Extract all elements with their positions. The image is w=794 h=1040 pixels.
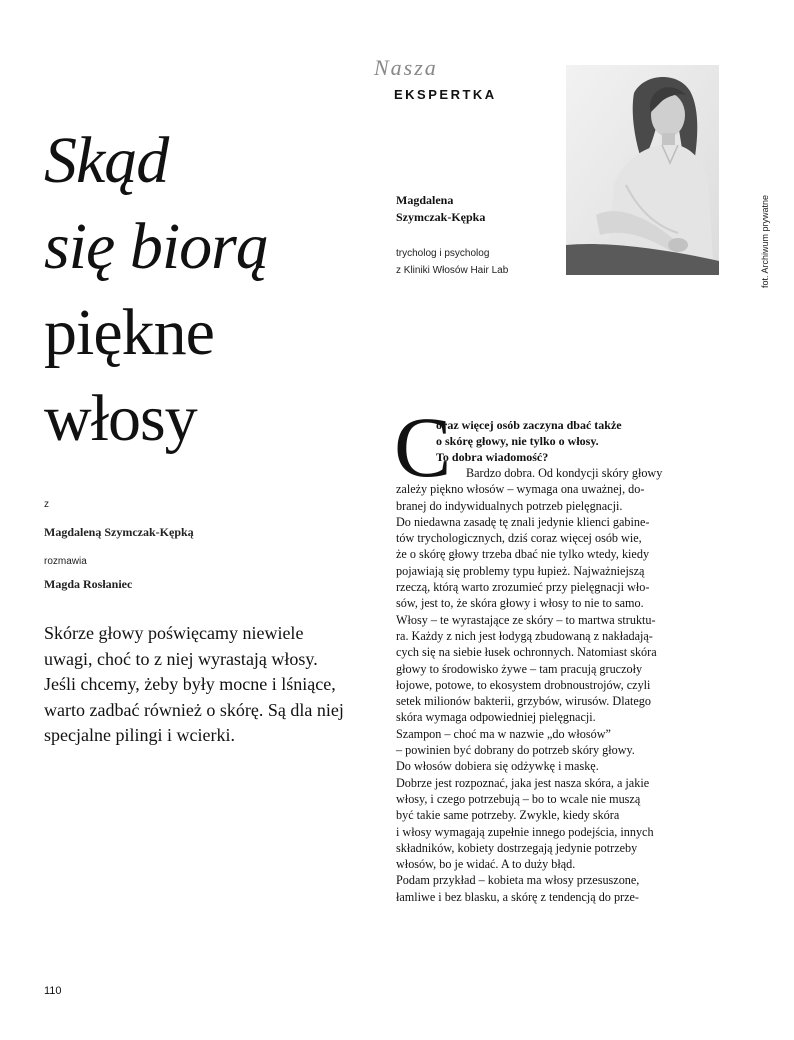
answer-line: skóra wymaga odpowiedniej pielęgnacji. bbox=[396, 710, 596, 725]
section-script-word: Nasza bbox=[374, 55, 438, 80]
headline-line-1: Skąd bbox=[44, 124, 169, 197]
answer-line: cych się na siebie łusek ochronnych. Natomiast skóra bbox=[396, 645, 657, 660]
answer-line: włosy, i czego potrzebują – bo to wcale nie muszą bbox=[396, 791, 641, 806]
headline bbox=[44, 118, 374, 462]
answer-line: Włosy – te wyrastające ze skóry – to martwa struktu- bbox=[396, 612, 656, 627]
headline-line-2: się biorą bbox=[44, 210, 268, 283]
question-line: o skórę głowy, nie tylko o włosy. bbox=[436, 434, 599, 449]
expert-name bbox=[396, 192, 556, 226]
answer-line: rzeczą, którą warto zrozumieć przy pielęgnacji wło- bbox=[396, 580, 650, 595]
question-line: oraz więcej osób zaczyna dbać także bbox=[436, 418, 622, 432]
section-label: EKSPERTKA bbox=[394, 87, 497, 102]
with-label: z bbox=[44, 499, 49, 510]
answer-line: Podam przykład – kobieta ma włosy przesuszone, bbox=[396, 873, 640, 888]
expert-credit-name: Magdaleną Szymczak-Kępką bbox=[44, 525, 194, 539]
answer-line: składników, kobiety dostrzegają jedynie potrzeby bbox=[396, 840, 638, 855]
question-line: To dobra wiadomość? bbox=[436, 450, 549, 465]
answer-line: sów, jest to, że skóra głowy i włosy to nie to samo. bbox=[396, 596, 644, 611]
answer-line: Dobrze jest rozpoznać, jaka jest nasza skóra, a jakie bbox=[396, 775, 650, 790]
interview-answer bbox=[396, 465, 726, 905]
answer-line: pojawiają się problemy typu łupież. Najważniejszą bbox=[396, 563, 645, 578]
answer-line: Do włosów dobiera się odżywkę i maskę. bbox=[396, 759, 599, 774]
photo-credit: fot. Archiwum prywatne bbox=[760, 194, 770, 288]
expert-role-line-2: z Kliniki Włosów Hair Lab bbox=[396, 265, 509, 276]
answer-line: włosów, bo je widać. A to duży błąd. bbox=[396, 857, 576, 872]
answer-line: i włosy wymagają zupełnie innego podejścia, innych bbox=[396, 824, 654, 839]
answer-line: – powinien być dobrany do potrzeb skóry głowy. bbox=[396, 743, 635, 758]
page-number: 110 bbox=[44, 985, 62, 997]
interview-question bbox=[436, 417, 726, 466]
answer-line: branej do indywidualnych potrzeb pielęgnacji. bbox=[396, 498, 623, 513]
answer-line: Szampon – choć ma w nazwie „do włosów” bbox=[396, 726, 611, 741]
answer-line: łojowe, potowe, to ekosystem drobnoustrojów, czyli bbox=[396, 677, 651, 692]
answer-line: Do niedawna zasadę tę znali jedynie klienci gabine- bbox=[396, 514, 650, 529]
headline-line-4: włosy bbox=[44, 382, 197, 455]
answer-line: być takie same potrzeby. Zwykle, kiedy skóra bbox=[396, 808, 620, 823]
expert-name-line-2: Szymczak-Kępka bbox=[396, 210, 486, 224]
answer-line: głowy to środowisko żywe – tam pracują gruczoły bbox=[396, 661, 643, 676]
drop-cap: C bbox=[394, 399, 452, 495]
expert-portrait-illustration bbox=[566, 65, 719, 275]
headline-line-3: piękne bbox=[44, 296, 214, 369]
interviewer-name: Magda Rosłaniec bbox=[44, 577, 133, 591]
lead-paragraph: Skórze głowy poświęcamy niewiele uwagi, choć to z niej wyrastają włosy. Jeśli chcemy, żeby były mocne i lśniące, warto zadbać również o skórę. Są dla niej specjalne pilingi i wcierki. bbox=[44, 623, 344, 746]
answer-line: zależy piękno włosów – wymaga ona uważnej, do- bbox=[396, 482, 645, 497]
expert-role-line-1: trycholog i psycholog bbox=[396, 248, 490, 259]
answer-line: łamliwe i bez blasku, a skórę z tendencją do prze- bbox=[396, 889, 639, 904]
answer-line: Bardzo dobra. Od kondycji skóry głowy bbox=[466, 466, 663, 480]
answer-line: że o skórę głowy trzeba dbać nie tylko wtedy, kiedy bbox=[396, 547, 650, 562]
answer-line: setek milionów bakterii, grzybów, wirusów. Dlatego bbox=[396, 694, 651, 709]
answer-line: tów trychologicznych, dziś coraz więcej osób wie, bbox=[396, 531, 642, 546]
interview-label: rozmawia bbox=[44, 556, 87, 567]
expert-photo bbox=[566, 65, 719, 275]
answer-line: ra. Każdy z nich jest łodygą zbudowaną z nakładają- bbox=[396, 628, 653, 643]
expert-name-line-1: Magdalena bbox=[396, 193, 454, 207]
